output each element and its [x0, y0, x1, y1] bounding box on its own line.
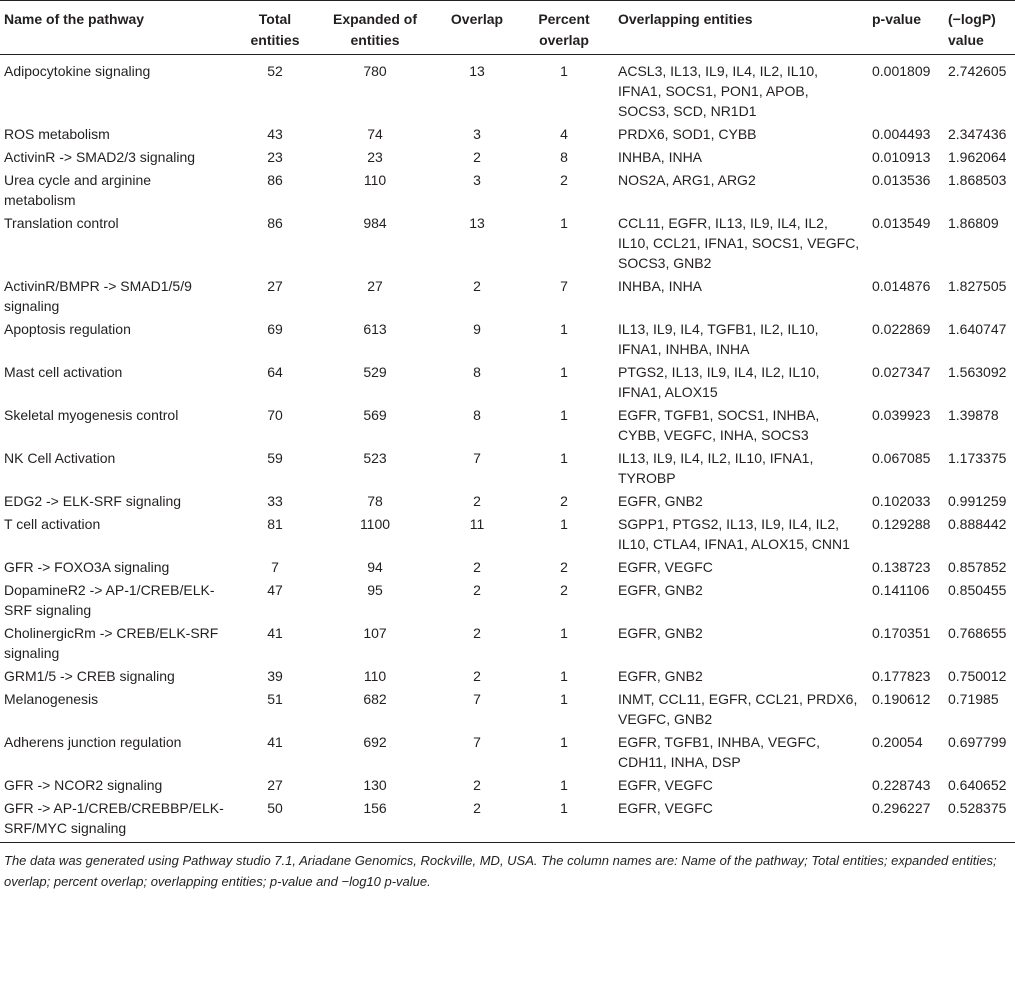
cell-overlap: 2 [473, 278, 481, 294]
cell-expanded-entities: 94 [367, 559, 383, 575]
cell-expanded-entities: 74 [367, 126, 383, 142]
cell-overlapping-entities: NOS2A, ARG1, ARG2 [618, 172, 756, 188]
cell-pathway-name: CholinergicRm -> CREB/ELK-SRF signaling [4, 625, 219, 661]
cell-total-entities: 27 [267, 777, 283, 793]
cell-logp: 0.888442 [948, 516, 1007, 532]
cell-pvalue: 0.039923 [872, 407, 931, 423]
table-footnote: The data was generated using Pathway studio 7.1, Ariadane Genomics, Rockville, MD, USA. The column names are: Name of the pathway; Total entities; expanded entities; overlap; percent overlap; overlapping entities; p-value and −log10 p-value. [4, 853, 997, 889]
cell-total-entities: 86 [267, 172, 283, 188]
cell-pathway-name: Adipocytokine signaling [4, 63, 151, 79]
table-row [0, 729, 1015, 772]
cell-logp: 1.39878 [948, 407, 999, 423]
cell-overlap: 8 [473, 364, 481, 380]
cell-percent-overlap: 2 [560, 493, 568, 509]
cell-percent-overlap: 1 [560, 364, 568, 380]
cell-pathway-name: GRM1/5 -> CREB signaling [4, 668, 175, 684]
cell-percent-overlap: 1 [560, 800, 568, 816]
cell-overlapping-entities: EGFR, GNB2 [618, 582, 703, 598]
cell-overlap: 3 [473, 172, 481, 188]
table-row [0, 795, 1015, 843]
cell-overlapping-entities: EGFR, VEGFC [618, 777, 713, 793]
cell-pvalue: 0.138723 [872, 559, 931, 575]
cell-total-entities: 51 [267, 691, 283, 707]
cell-pvalue: 0.190612 [872, 691, 931, 707]
cell-percent-overlap: 1 [560, 516, 568, 532]
cell-total-entities: 7 [271, 559, 279, 575]
cell-expanded-entities: 529 [363, 364, 387, 380]
cell-percent-overlap: 1 [560, 668, 568, 684]
cell-overlapping-entities: EGFR, GNB2 [618, 493, 703, 509]
table-body [0, 55, 1015, 843]
cell-expanded-entities: 682 [363, 691, 387, 707]
cell-overlap: 13 [469, 63, 485, 79]
cell-logp: 1.563092 [948, 364, 1007, 380]
cell-percent-overlap: 1 [560, 734, 568, 750]
cell-pvalue: 0.004493 [872, 126, 931, 142]
table-row [0, 511, 1015, 554]
cell-pvalue: 0.228743 [872, 777, 931, 793]
cell-logp: 1.86809 [948, 215, 999, 231]
cell-logp: 0.528375 [948, 800, 1007, 816]
cell-expanded-entities: 78 [367, 493, 383, 509]
cell-logp: 2.742605 [948, 63, 1007, 79]
cell-logp: 1.173375 [948, 450, 1007, 466]
table-row [0, 55, 1015, 122]
cell-pvalue: 0.001809 [872, 63, 931, 79]
cell-percent-overlap: 1 [560, 63, 568, 79]
cell-overlapping-entities: IL13, IL9, IL4, IL2, IL10, IFNA1, TYROBP [618, 450, 814, 486]
cell-logp: 2.347436 [948, 126, 1007, 142]
cell-overlap: 13 [469, 215, 485, 231]
cell-total-entities: 39 [267, 668, 283, 684]
cell-logp: 0.697799 [948, 734, 1007, 750]
cell-expanded-entities: 110 [363, 668, 387, 684]
cell-overlap: 7 [473, 734, 481, 750]
cell-expanded-entities: 1100 [359, 516, 391, 532]
cell-pathway-name: Skeletal myogenesis control [4, 407, 179, 423]
cell-logp: 1.640747 [948, 321, 1007, 337]
cell-pathway-name: EDG2 -> ELK-SRF signaling [4, 493, 182, 509]
cell-pathway-name: T cell activation [4, 516, 101, 532]
cell-overlap: 3 [473, 126, 481, 142]
cell-pvalue: 0.20054 [872, 734, 923, 750]
cell-total-entities: 81 [267, 516, 283, 532]
table-row [0, 273, 1015, 316]
cell-percent-overlap: 1 [560, 215, 568, 231]
cell-percent-overlap: 1 [560, 407, 568, 423]
cell-percent-overlap: 1 [560, 625, 568, 641]
cell-expanded-entities: 156 [363, 800, 387, 816]
table-row [0, 620, 1015, 663]
cell-pvalue: 0.013536 [872, 172, 931, 188]
cell-pvalue: 0.014876 [872, 278, 931, 294]
cell-overlap: 8 [473, 407, 481, 423]
cell-logp: 0.750012 [948, 668, 1007, 684]
cell-logp: 0.71985 [948, 691, 999, 707]
cell-pathway-name: Urea cycle and arginine metabolism [4, 172, 152, 208]
cell-expanded-entities: 130 [363, 777, 387, 793]
cell-overlapping-entities: EGFR, VEGFC [618, 559, 713, 575]
cell-logp: 1.868503 [948, 172, 1007, 188]
table-row [0, 402, 1015, 445]
cell-expanded-entities: 23 [367, 149, 383, 165]
table-row [0, 359, 1015, 402]
cell-pvalue: 0.129288 [872, 516, 931, 532]
cell-expanded-entities: 27 [367, 278, 383, 294]
cell-pathway-name: ActivinR/BMPR -> SMAD1/5/9 signaling [4, 278, 192, 314]
cell-overlapping-entities: CCL11, EGFR, IL13, IL9, IL4, IL2, IL10, CCL21, IFNA1, SOCS1, VEGFC, SOCS3, GNB2 [618, 215, 860, 271]
cell-overlap: 2 [473, 800, 481, 816]
cell-overlap: 7 [473, 450, 481, 466]
cell-expanded-entities: 107 [363, 625, 387, 641]
cell-overlap: 2 [473, 668, 481, 684]
table-row [0, 445, 1015, 488]
table-row [0, 316, 1015, 359]
cell-total-entities: 33 [267, 493, 283, 509]
cell-overlap: 2 [473, 149, 481, 165]
cell-overlapping-entities: INMT, CCL11, EGFR, CCL21, PRDX6, VEGFC, GNB2 [618, 691, 858, 727]
cell-total-entities: 70 [267, 407, 283, 423]
cell-pvalue: 0.027347 [872, 364, 931, 380]
cell-overlapping-entities: PTGS2, IL13, IL9, IL4, IL2, IL10, IFNA1, ALOX15 [618, 364, 820, 400]
table-row [0, 554, 1015, 577]
cell-overlapping-entities: INHBA, INHA [618, 149, 703, 165]
cell-logp: 0.640652 [948, 777, 1007, 793]
cell-total-entities: 23 [267, 149, 283, 165]
cell-pathway-name: GFR -> FOXO3A signaling [4, 559, 170, 575]
cell-overlap: 9 [473, 321, 481, 337]
cell-total-entities: 50 [267, 800, 283, 816]
cell-overlapping-entities: IL13, IL9, IL4, TGFB1, IL2, IL10, IFNA1, INHBA, INHA [618, 321, 819, 357]
cell-overlap: 11 [469, 516, 485, 532]
table-header [0, 1, 1015, 55]
cell-overlapping-entities: EGFR, GNB2 [618, 668, 703, 684]
cell-total-entities: 27 [267, 278, 283, 294]
col-header-name: Name of the pathway [4, 11, 145, 27]
col-header-pvalue: p-value [872, 11, 922, 27]
cell-overlapping-entities: EGFR, TGFB1, SOCS1, INHBA, CYBB, VEGFC, INHA, SOCS3 [618, 407, 820, 443]
cell-overlapping-entities: EGFR, GNB2 [618, 625, 703, 641]
cell-expanded-entities: 569 [363, 407, 387, 423]
cell-overlap: 7 [473, 691, 481, 707]
cell-total-entities: 43 [267, 126, 283, 142]
cell-expanded-entities: 523 [363, 450, 387, 466]
cell-expanded-entities: 95 [367, 582, 383, 598]
cell-expanded-entities: 984 [363, 215, 387, 231]
cell-overlapping-entities: ACSL3, IL13, IL9, IL4, IL2, IL10, IFNA1, SOCS1, PON1, APOB, SOCS3, SCD, NR1D1 [618, 63, 819, 119]
cell-pathway-name: GFR -> NCOR2 signaling [4, 777, 163, 793]
cell-pvalue: 0.067085 [872, 450, 931, 466]
cell-pathway-name: DopamineR2 -> AP-1/CREB/ELK-SRF signaling [4, 582, 215, 618]
cell-total-entities: 69 [267, 321, 283, 337]
cell-logp: 1.827505 [948, 278, 1007, 294]
cell-overlap: 2 [473, 582, 481, 598]
cell-pathway-name: NK Cell Activation [4, 450, 116, 466]
cell-percent-overlap: 1 [560, 321, 568, 337]
cell-total-entities: 59 [267, 450, 283, 466]
cell-percent-overlap: 2 [560, 172, 568, 188]
table-row [0, 577, 1015, 620]
cell-overlapping-entities: PRDX6, SOD1, CYBB [618, 126, 757, 142]
col-header-logp: (−logP) value [948, 11, 996, 48]
table-row [0, 167, 1015, 210]
cell-pvalue: 0.010913 [872, 149, 931, 165]
cell-logp: 1.962064 [948, 149, 1007, 165]
cell-total-entities: 64 [267, 364, 283, 380]
cell-expanded-entities: 110 [363, 172, 387, 188]
table-row [0, 210, 1015, 273]
cell-overlap: 2 [473, 777, 481, 793]
cell-pvalue: 0.170351 [872, 625, 931, 641]
table-row [0, 121, 1015, 144]
cell-total-entities: 47 [267, 582, 283, 598]
cell-pathway-name: Translation control [4, 215, 119, 231]
cell-pathway-name: Adherens junction regulation [4, 734, 182, 750]
cell-overlapping-entities: SGPP1, PTGS2, IL13, IL9, IL4, IL2, IL10, CTLA4, IFNA1, ALOX15, CNN1 [618, 516, 850, 552]
table-row [0, 663, 1015, 686]
cell-overlapping-entities: EGFR, VEGFC [618, 800, 713, 816]
cell-percent-overlap: 4 [560, 126, 568, 142]
cell-pvalue: 0.102033 [872, 493, 931, 509]
cell-total-entities: 86 [267, 215, 283, 231]
col-header-overlap: Overlap [450, 11, 504, 27]
col-header-expanded: Expanded of entities [332, 11, 417, 48]
cell-overlap: 2 [473, 625, 481, 641]
cell-pathway-name: ActivinR -> SMAD2/3 signaling [4, 149, 196, 165]
cell-overlap: 2 [473, 493, 481, 509]
cell-logp: 0.850455 [948, 582, 1007, 598]
cell-expanded-entities: 692 [363, 734, 387, 750]
cell-percent-overlap: 8 [560, 149, 568, 165]
col-header-total: Total entities [250, 11, 300, 48]
table-row [0, 488, 1015, 511]
cell-overlap: 2 [473, 559, 481, 575]
cell-overlapping-entities: INHBA, INHA [618, 278, 703, 294]
cell-pvalue: 0.013549 [872, 215, 931, 231]
table-row [0, 686, 1015, 729]
cell-pathway-name: ROS metabolism [4, 126, 110, 142]
cell-percent-overlap: 7 [560, 278, 568, 294]
cell-percent-overlap: 1 [560, 777, 568, 793]
cell-pvalue: 0.141106 [872, 582, 930, 598]
cell-logp: 0.768655 [948, 625, 1007, 641]
cell-pathway-name: Mast cell activation [4, 364, 123, 380]
cell-total-entities: 52 [267, 63, 283, 79]
cell-pvalue: 0.177823 [872, 668, 931, 684]
cell-percent-overlap: 2 [560, 582, 568, 598]
cell-percent-overlap: 1 [560, 691, 568, 707]
cell-pathway-name: Melanogenesis [4, 691, 99, 707]
cell-pathway-name: GFR -> AP-1/CREB/CREBBP/ELK-SRF/MYC signaling [4, 800, 224, 836]
table-row [0, 772, 1015, 795]
cell-expanded-entities: 780 [363, 63, 387, 79]
cell-total-entities: 41 [267, 734, 283, 750]
cell-pathway-name: Apoptosis regulation [4, 321, 131, 337]
col-header-entities: Overlapping entities [618, 11, 753, 27]
cell-percent-overlap: 2 [560, 559, 568, 575]
cell-logp: 0.991259 [948, 493, 1007, 509]
cell-overlapping-entities: EGFR, TGFB1, INHBA, VEGFC, CDH11, INHA, DSP [618, 734, 820, 770]
cell-pvalue: 0.022869 [872, 321, 931, 337]
col-header-percent: Percent overlap [538, 11, 590, 48]
cell-logp: 0.857852 [948, 559, 1007, 575]
cell-total-entities: 41 [267, 625, 283, 641]
cell-percent-overlap: 1 [560, 450, 568, 466]
cell-expanded-entities: 613 [363, 321, 387, 337]
table-row [0, 144, 1015, 167]
cell-pvalue: 0.296227 [872, 800, 931, 816]
